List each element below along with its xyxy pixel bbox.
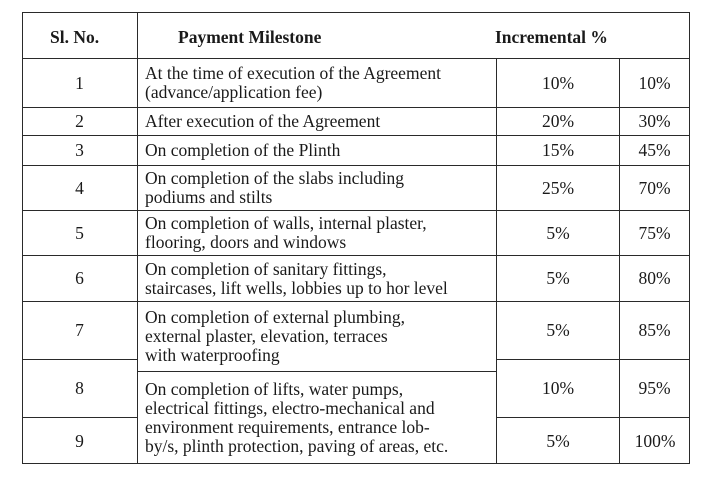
table-row-9-incremental: 5%	[497, 418, 620, 464]
table-row-7-sl: 7	[22, 302, 138, 360]
table-row-7-milestone	[138, 302, 497, 372]
table-row-6-sl: 6	[22, 256, 138, 302]
row-2-line-1: After execution of the Agreement	[145, 111, 381, 131]
table-row-3-cumulative: 45%	[620, 136, 690, 166]
table-row-2-sl: 2	[22, 108, 138, 136]
row-8-line-2: electrical fittings, electro-mechanical and	[145, 398, 435, 418]
header-sl-no: Sl. No.	[50, 27, 100, 47]
table-row-6-milestone	[138, 256, 497, 302]
table-row-8-milestone	[138, 372, 497, 464]
row-1-line-2: (advance/application fee)	[145, 82, 323, 102]
table-row-4-cumulative: 70%	[620, 166, 690, 211]
table-row-9-cumulative: 100%	[634, 430, 676, 451]
row-7-line-1: On completion of external plumbing,	[145, 307, 406, 327]
table-row-3-milestone	[138, 136, 497, 166]
table-row-2-cumulative: 30%	[620, 108, 690, 136]
row-6-line-2: staircases, lift wells, lobbies up to hor level	[145, 277, 448, 298]
table-row-4-sl: 4	[22, 166, 138, 211]
table-row-8-cumulative: 95%	[620, 360, 690, 418]
table-row-6-cumulative: 80%	[620, 256, 690, 302]
header-incremental: Incremental %	[495, 27, 608, 47]
table-row-2-milestone	[138, 108, 497, 136]
row-3-line-1: On completion of the Plinth	[145, 140, 341, 160]
table-row-8-incremental: 10%	[497, 360, 620, 418]
table-row-7-incremental: 5%	[497, 302, 620, 360]
table-row-9-sl: 9	[22, 418, 138, 464]
row-5-line-2: flooring, doors and windows	[145, 232, 347, 252]
table-row-3-sl: 3	[22, 136, 138, 166]
row-7-line-2: external plaster, elevation, terraces	[145, 326, 388, 346]
table-row-5-cumulative: 75%	[620, 211, 690, 256]
table-row-6-incremental: 5%	[497, 256, 620, 302]
row-7-line-3: with waterproofing	[145, 345, 280, 365]
table-row-3-incremental: 15%	[497, 136, 620, 166]
row-4-line-2: podiums and stilts	[145, 187, 273, 207]
row-8-line-1: On completion of lifts, water pumps,	[145, 379, 404, 399]
table-row-4-milestone	[138, 166, 497, 211]
row-4-line-1: On completion of the slabs including	[145, 168, 405, 188]
table-row-5-milestone	[138, 211, 497, 256]
header-payment-milestone: Payment Milestone	[178, 27, 322, 47]
table-row-8-sl: 8	[22, 360, 138, 418]
table-row-7-cumulative: 85%	[620, 302, 690, 360]
table-row-5-incremental: 5%	[497, 211, 620, 256]
row-8-line-3: environment requirements, entrance lob-	[145, 417, 430, 437]
table-row-1-sl: 1	[22, 59, 138, 108]
table-row-1-milestone	[138, 59, 497, 108]
row-8-line-4: by/s, plinth protection, paving of areas, etc.	[145, 436, 449, 456]
table-row-2-incremental: 20%	[497, 108, 620, 136]
table-row-5-sl: 5	[22, 211, 138, 256]
table-row-1-incremental: 10%	[497, 59, 620, 108]
row-5-line-1: On completion of walls, internal plaster,	[145, 213, 427, 233]
table-row-1-cumulative: 10%	[620, 59, 690, 108]
row-1-line-1: At the time of execution of the Agreement	[145, 63, 441, 83]
table-row-4-incremental: 25%	[497, 166, 620, 211]
row-6-line-1: On completion of sanitary fittings,	[145, 258, 387, 279]
